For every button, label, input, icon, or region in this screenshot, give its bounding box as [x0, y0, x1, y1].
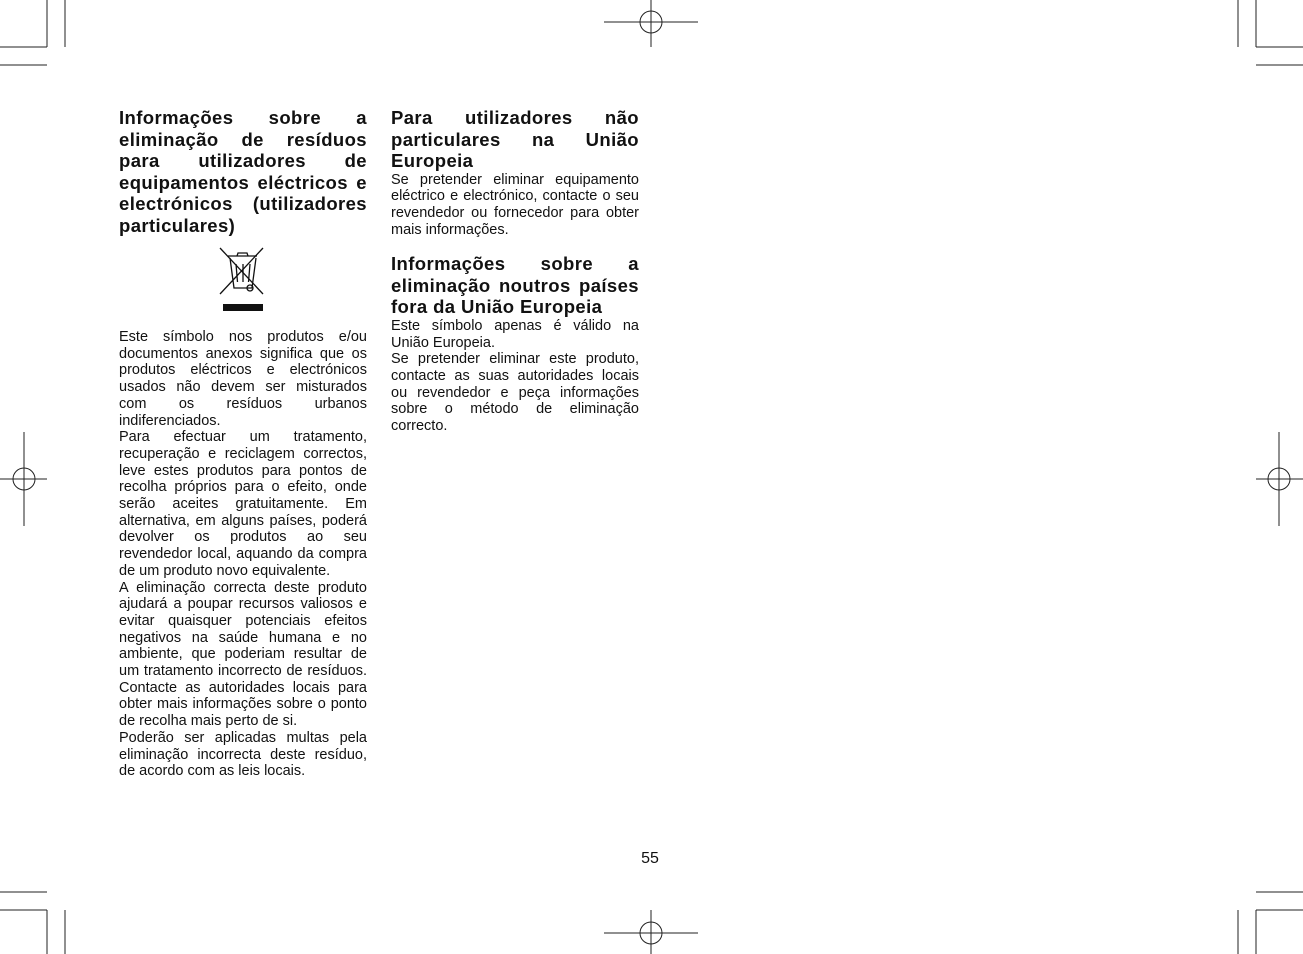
- business-users-heading: Para utilizadores não particulares na União Europeia: [391, 107, 639, 171]
- crossed-out-wheelie-bin-icon: [217, 246, 269, 316]
- left-column: [119, 107, 367, 780]
- weee-symbol: [119, 246, 367, 326]
- collection-points-paragraph: Para efectuar um tratamento, recuperação e reciclagem correctos, leve estes produtos para pontos de recolha próprios para o efeito, onde serão aceites gratuitamente. Em alternativa, em alguns países, poderá devolver os produtos ao seu revendedor local, aquando da compra de um produto novo equivalente.: [119, 429, 367, 579]
- symbol-meaning-paragraph: Este símbolo nos produtos e/ou documentos anexos significa que os produtos eléctricos e electrónicos usados não devem ser misturados com os resíduos urbanos indiferenciados.: [119, 329, 367, 429]
- outside-eu-heading: Informações sobre a eliminação noutros países fora da União Europeia: [391, 253, 639, 318]
- page-number: 55: [641, 850, 659, 867]
- disposal-heading: Informações sobre a eliminação de resíduos para utilizadores de equipamentos eléctricos e electrónicos (utilizadores particulares): [119, 107, 367, 236]
- correct-disposal-paragraph: A eliminação correcta deste produto ajudará a poupar recursos valiosos e evitar quaisquer potenciais efeitos negativos na saúde humana e no ambiente, que poderiam resultar de um tratamento incorrecto de resíduos. Contacte as autoridades locais para obter mais informações sobre o ponto de recolha mais perto de si.: [119, 579, 367, 730]
- right-column: [391, 107, 639, 435]
- business-users-paragraph: Se pretender eliminar equipamento eléctrico e electrónico, contacte o seu revendedor ou fornecedor para obter mais informações.: [391, 171, 639, 238]
- fines-paragraph: Poderão ser aplicadas multas pela eliminação incorrecta deste resíduo, de acordo com as leis locais.: [119, 729, 367, 780]
- outside-eu-disposal-paragraph: Se pretender eliminar este produto, contacte as suas autoridades locais ou revendedor e peça informações sobre o método de eliminação correcto.: [391, 351, 639, 435]
- eu-validity-paragraph: Este símbolo apenas é válido na União Europeia.: [391, 317, 639, 351]
